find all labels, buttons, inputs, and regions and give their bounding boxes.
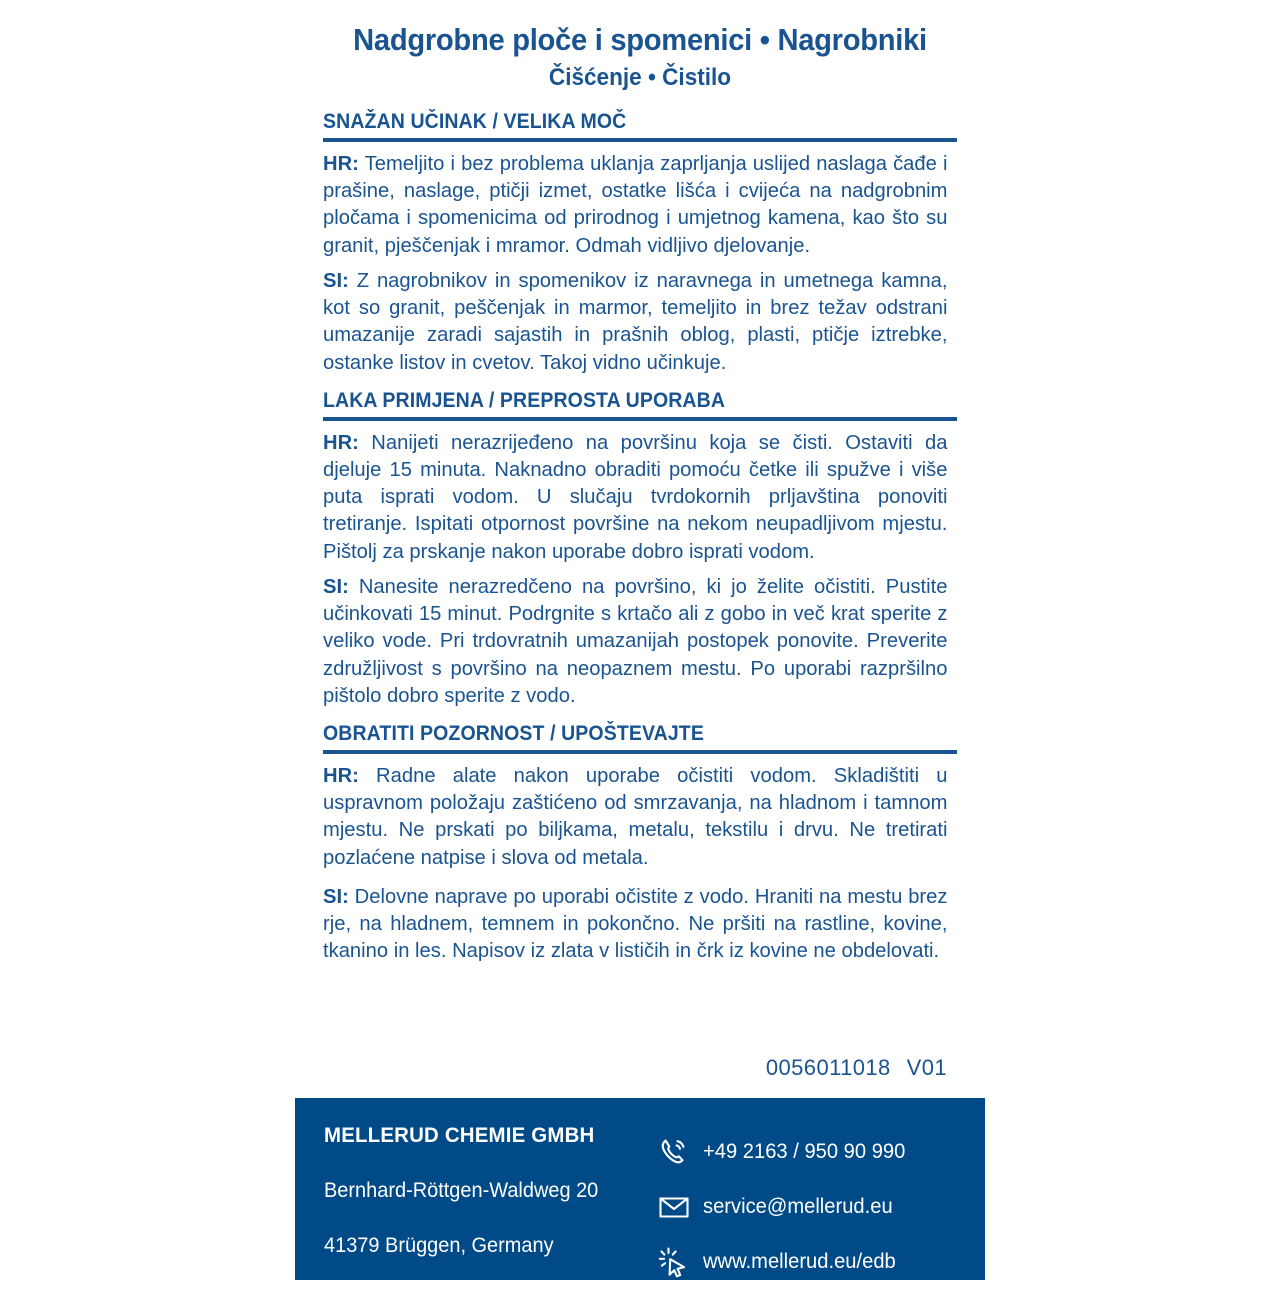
paragraph-text: Z nagrobnikov in spomenikov iz naravnega in umetnega kamna, kot so granit, peščenjak in marmor, temeljito in brez težav odstrani umazanije zaradi sajastih in prašnih oblog, plasti, ptičje iztrebke, ostanke listov in cvetov. Takoj vidno učinkuje. — [323, 268, 948, 374]
article-number: 0056011018 — [765, 1055, 891, 1080]
heading-rule — [323, 138, 957, 142]
paragraph-si — [323, 573, 947, 709]
content-column — [323, 110, 957, 967]
email-address: service@mellerud.eu — [703, 1194, 893, 1218]
footer-contact-block — [295, 1098, 985, 1280]
lang-tag-si: SI: — [323, 574, 349, 598]
paragraph-hr — [323, 762, 947, 871]
section-strong-effect — [323, 110, 957, 376]
company-street: Bernhard-Röttgen-Waldweg 20 — [324, 1179, 599, 1202]
footer-address — [295, 1124, 657, 1280]
footer-row — [324, 1124, 657, 1179]
title-block — [0, 22, 1280, 92]
heading-rule — [323, 417, 957, 421]
footer-row — [324, 1234, 657, 1289]
lang-tag-si: SI: — [323, 268, 349, 292]
article-code — [766, 1055, 947, 1081]
website-url: www.mellerud.eu/edb — [703, 1249, 896, 1273]
product-subtitle: Čišćenje • Čistilo — [548, 63, 732, 91]
contact-website[interactable] — [657, 1234, 985, 1289]
lang-tag-si: SI: — [323, 884, 349, 908]
section-heading: OBRATITI POZORNOST / UPOŠTEVAJTE — [323, 722, 704, 746]
paragraph-hr — [323, 429, 947, 565]
paragraph-text: Delovne naprave po uporabi očistite z vodo. Hraniti na mestu brez rje, na hladnem, temnem in pokončno. Ne pršiti na rastline, kovine, tkanino in les. Napisov iz zlata v lističih in črk iz kovine ne obdelovati. — [323, 884, 948, 963]
paragraph-text: Radne alate nakon uporabe očistiti vodom. Skladištiti u uspravnom položaju zaštićeno od smrzavanja, na hladnom i tamnom mjestu. Ne prskati po biljkama, metalu, tekstilu i drvu. Ne tretirati pozlaćene natpise i slova od metala. — [323, 763, 948, 869]
company-city: 41379 Brüggen, Germany — [324, 1234, 554, 1257]
section-spacer — [323, 378, 957, 389]
article-version: V01 — [906, 1055, 947, 1080]
contact-phone[interactable] — [657, 1124, 985, 1179]
paragraph-si — [323, 883, 947, 965]
footer-row — [324, 1179, 657, 1234]
section-heading: SNAŽAN UČINAK / VELIKA MOČ — [323, 110, 627, 133]
footer-contacts — [657, 1124, 985, 1280]
phone-number: +49 2163 / 950 90 990 — [703, 1139, 906, 1163]
section-easy-use — [323, 389, 957, 709]
paragraph-hr — [323, 150, 947, 259]
heading-rule — [323, 750, 957, 754]
website-cursor-icon — [657, 1245, 703, 1279]
product-title: Nadgrobne ploče i spomenici • Nagrobniki — [353, 22, 927, 57]
paragraph-text: Temeljito i bez problema uklanja zaprljanja uslijed naslaga čađe i prašine, naslage, ptičji izmet, ostatke lišća i cvijeća na nadgrobnim pločama i spomenicima od prirodnog i umjetnog kamena, kao što su granit, pješčenjak i mramor. Odmah vidljivo djelovanje. — [323, 151, 948, 257]
email-icon — [657, 1190, 703, 1224]
section-spacer — [323, 711, 957, 722]
contact-email[interactable] — [657, 1179, 985, 1234]
lang-tag-hr: HR: — [323, 151, 359, 175]
paragraph-si — [323, 267, 947, 376]
lang-tag-hr: HR: — [323, 430, 359, 454]
paragraph-text: Nanijeti nerazrijeđeno na površinu koja se čisti. Ostaviti da djeluje 15 minuta. Naknadno obraditi pomoću četke ili spužve i više puta isprati vodom. U slučaju tvrdokornih prljavština ponoviti tretiranje. Ispitati otpornost površine na nekom neupadljivom mjestu. Pištolj za prskanje nakon uporabe dobro isprati vodom. — [323, 430, 948, 563]
phone-icon — [657, 1135, 703, 1169]
company-name: MELLERUD CHEMIE GMBH — [324, 1123, 595, 1147]
paragraph-text: Nanesite nerazredčeno na površino, ki jo želite očistiti. Pustite učinkovati 15 minut. Podrgnite s krtačo ali z gobo in več krat sperite z veliko vode. Pri trdovratnih umazanijah postopek ponovite. Preverite združljivost s površino na neopaznem mestu. Po uporabi razpršilno pištolo dobro sperite z vodo. — [323, 574, 948, 707]
lang-tag-hr: HR: — [323, 763, 359, 787]
section-heading: LAKA PRIMJENA / PREPROSTA UPORABA — [323, 388, 726, 412]
section-attention — [323, 722, 957, 965]
